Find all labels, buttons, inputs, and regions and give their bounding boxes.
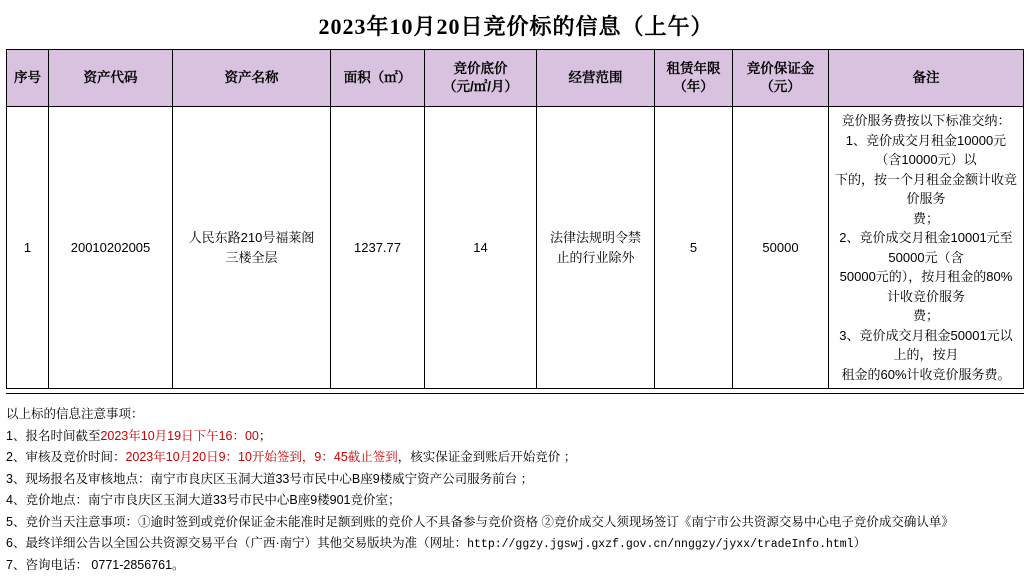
- note-item-6-url[interactable]: http://ggzy.jgswj.gxzf.gov.cn/nnggzy/jyxx/tradeInfo.html: [467, 538, 854, 551]
- page-title: 2023年10月20日竞价标的信息（上午）: [318, 14, 714, 39]
- cell-business-scope: [537, 107, 655, 389]
- note-item-6: [6, 533, 1024, 555]
- column-header-lease-years-line1: 租赁年限: [666, 60, 721, 76]
- cell-seq: 1: [7, 107, 49, 389]
- remark-line: 1、竞价成交月租金10000元（含10000元）以: [845, 132, 1007, 167]
- cell-area: 1237.77: [331, 107, 425, 389]
- note-item-6-prefix: 6、最终详细公告以全国公共资源交易平台（广西·南宁）其他交易版块为准（网址：: [6, 536, 468, 550]
- remark-line: 费；: [912, 308, 939, 323]
- cell-business-scope-line2: 止的行业除外: [556, 249, 635, 265]
- column-header-remark: 备注: [829, 50, 1024, 107]
- note-item-1: [6, 426, 1024, 448]
- column-header-base-price: [425, 50, 537, 107]
- remark-line: 下的，按一个月租金金额计收竞价服务: [834, 171, 1017, 206]
- column-header-business-scope: 经营范围: [537, 50, 655, 107]
- cell-lease-years: 5: [655, 107, 733, 389]
- remark-line: 租金的60%计收竞价服务费。: [841, 366, 1011, 382]
- column-header-asset-name: 资产名称: [173, 50, 331, 107]
- column-header-base-price-line2: （元/㎡/月）: [442, 79, 518, 94]
- note-item-2: [6, 447, 1024, 469]
- cell-remark: [829, 107, 1024, 389]
- cell-deposit: 50000: [733, 107, 829, 389]
- cell-asset-name: [173, 107, 331, 389]
- note-item-3: 3、现场报名及审核地点：南宁市良庆区玉洞大道33号市民中心B座9楼威宁资产公司服务前台 ；: [6, 471, 534, 486]
- column-header-deposit-line2: （元）: [760, 79, 801, 94]
- remark-line: 50000元的），按月租金的80%计收竞价服务: [839, 269, 1013, 304]
- table-body: [7, 107, 1024, 389]
- note-item-1-suffix: ；: [258, 428, 272, 443]
- cell-asset-code: 20010202005: [49, 107, 173, 389]
- note-item-2-prefix: 2、审核及竞价时间：: [6, 450, 126, 464]
- notes-divider: [6, 393, 1024, 394]
- column-header-deposit: [733, 50, 829, 107]
- column-header-asset-code: 资产代码: [49, 50, 173, 107]
- note-item-1-prefix: 1、报名时间截至: [6, 428, 101, 443]
- column-header-deposit-line1: 竞价保证金: [746, 60, 815, 76]
- column-header-seq: 序号: [7, 50, 49, 107]
- bidding-info-table: [6, 49, 1024, 389]
- note-item-7: 7、咨询电话： 0771-2856761。: [6, 557, 185, 572]
- cell-asset-name-line1: 人民东路210号福莱阁: [188, 230, 315, 245]
- notes-heading: 以上标的信息注意事项：: [6, 407, 144, 421]
- note-item-4: 4、竞价地点：南宁市良庆区玉洞大道33号市民中心B座9楼901竞价室；: [6, 493, 401, 507]
- column-header-lease-years: [655, 50, 733, 107]
- remark-line: 2、竞价成交月租金10001元至50000元（含: [839, 230, 1013, 265]
- table-header: [7, 50, 1024, 107]
- notes-section: [6, 404, 1024, 576]
- cell-base-price: 14: [425, 107, 537, 389]
- table-header-row: [7, 50, 1024, 107]
- note-item-6-suffix: ）: [853, 536, 867, 550]
- note-item-1-highlight: 2023年10月19日下午16：00: [100, 428, 259, 443]
- cell-asset-name-line2: 三楼全层: [225, 249, 278, 265]
- column-header-lease-years-line2: （年）: [673, 79, 714, 94]
- table-row: [7, 107, 1024, 389]
- cell-business-scope-line1: 法律法规明令禁: [549, 230, 641, 245]
- note-item-5: 5、竞价当天注意事项：①逾时签到或竞价保证金未能准时足额到账的竞价人不具备参与竞价资格 ②竞价成交人须现场签订《南宁市公共资源交易中心电子竞价成交确认单》: [6, 514, 954, 529]
- remark-line: 竞价服务费按以下标准交纳：: [841, 113, 1011, 128]
- note-item-2-suffix: ，核实保证金到账后开始竞价 ；: [397, 450, 577, 464]
- column-header-base-price-line1: 竞价底价: [453, 60, 508, 76]
- remark-line: 3、竞价成交月租金50001元以上的，按月: [839, 327, 1013, 362]
- column-header-area: 面积（㎡）: [331, 50, 425, 107]
- remark-line: 费；: [912, 210, 939, 226]
- note-item-2-highlight: 2023年10月20日9：10开始签到，9：45截止签到: [125, 450, 398, 464]
